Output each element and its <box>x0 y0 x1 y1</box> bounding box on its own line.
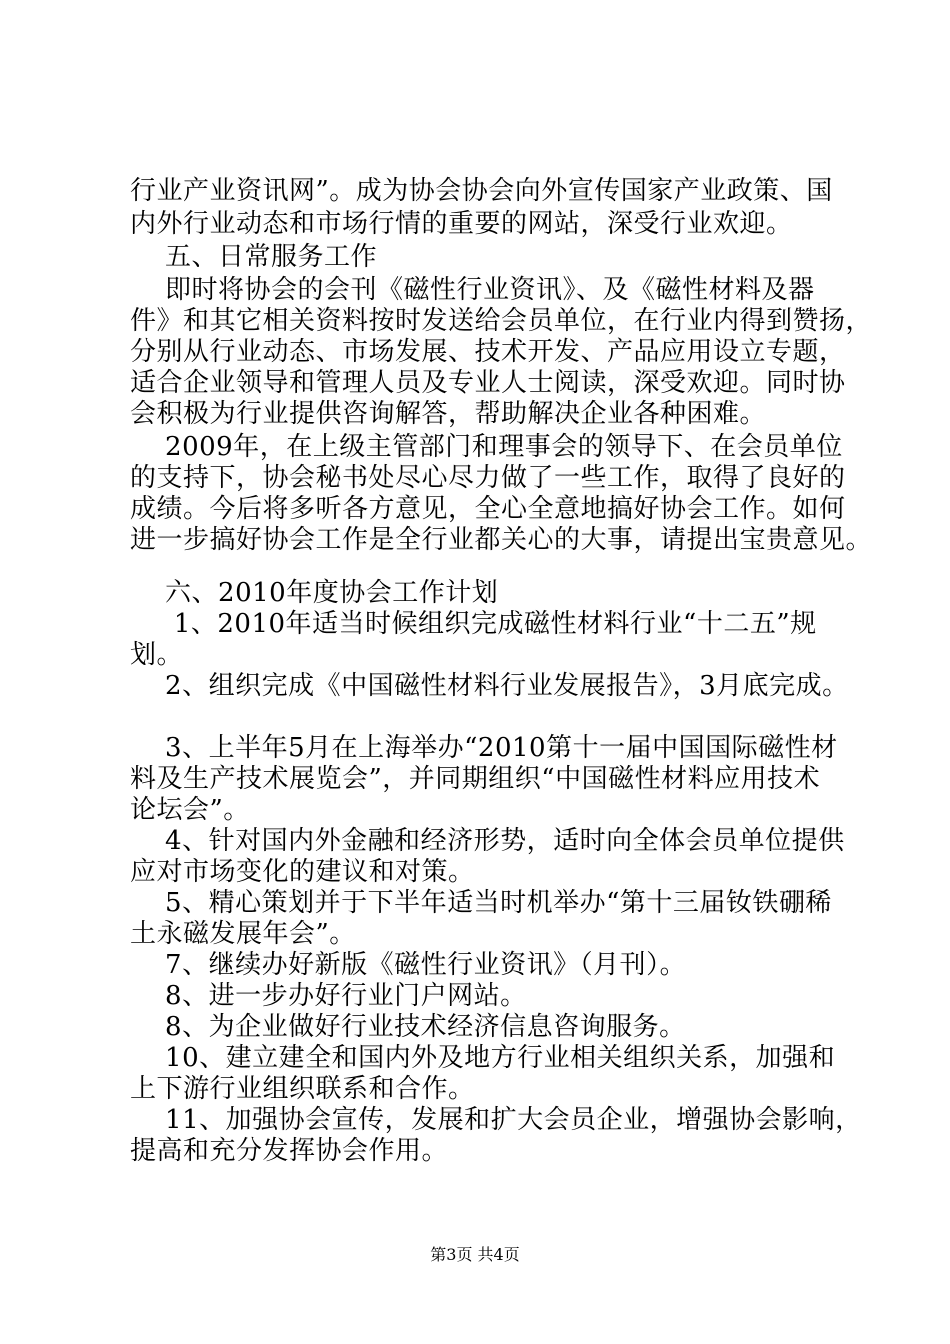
plan-item: 8、进一步办好行业门户网站。 <box>130 981 527 1011</box>
paragraph-line: 即时将协会的会刊《磁性行业资讯》、及《磁性材料及器 <box>130 275 815 305</box>
plan-item: 应对市场变化的建议和对策。 <box>130 857 475 887</box>
paragraph-line: 内外行业动态和市场行情的重要的网站，深受行业欢迎。 <box>130 209 793 239</box>
paragraph-line: 的支持下，协会秘书处尽心尽力做了一些工作，取得了良好的 <box>130 463 846 493</box>
section-heading: 五、日常服务工作 <box>130 242 378 272</box>
plan-item: 划。 <box>130 640 184 670</box>
plan-item: 料及生产技术展览会”，并同期组织“中国磁性材料应用技术 <box>130 764 821 794</box>
plan-item: 7、继续办好新版《磁性行业资讯》（月刊）。 <box>130 950 687 980</box>
paragraph-line: 进一步搞好协会工作是全行业都关心的大事，请提出宝贵意见。 <box>130 525 873 555</box>
page-number: 第3页 共4页 <box>430 1245 520 1264</box>
section-heading: 六、2010年度协会工作计划 <box>130 578 499 608</box>
plan-item: 4、针对国内外金融和经济形势，适时向全体会员单位提供 <box>130 826 845 856</box>
plan-item: 5、精心策划并于下半年适当时机举办“第十三届钕铁硼稀 <box>130 888 832 918</box>
plan-item: 论坛会”。 <box>130 795 250 825</box>
plan-item: 上下游行业组织联系和合作。 <box>130 1074 475 1104</box>
plan-item: 8、为企业做好行业技术经济信息咨询服务。 <box>130 1012 686 1042</box>
plan-item: 土永磁发展年会”。 <box>130 919 356 949</box>
plan-item: 提高和充分发挥协会作用。 <box>130 1136 449 1166</box>
plan-item: 10、建立建全和国内外及地方行业相关组织关系，加强和 <box>130 1043 836 1073</box>
plan-item: 11、加强协会宣传，发展和扩大会员企业，增强协会影响， <box>130 1105 862 1135</box>
plan-item: 2、组织完成《中国磁性材料行业发展报告》，3月底完成。 <box>130 671 849 701</box>
paragraph-line: 件》和其它相关资料按时发送给会员单位，在行业内得到赞扬， <box>130 306 873 336</box>
paragraph-line: 成绩。今后将多听各方意见，全心全意地搞好协会工作。如何 <box>130 494 846 524</box>
paragraph-line: 行业产业资讯网”。成为协会协会向外宣传国家产业政策、国 <box>130 176 833 206</box>
paragraph-line: 2009年，在上级主管部门和理事会的领导下、在会员单位 <box>130 432 843 462</box>
paragraph-line: 分别从行业动态、市场发展、技术开发、产品应用设立专题， <box>130 337 846 367</box>
plan-item: 1、2010年适当时候组织完成磁性材料行业“十二五”规 <box>130 609 817 639</box>
paragraph-line: 会积极为行业提供咨询解答，帮助解决企业各种困难。 <box>130 399 767 429</box>
paragraph-line: 适合企业领导和管理人员及专业人士阅读，深受欢迎。同时协 <box>130 368 846 398</box>
plan-item: 3、上半年5月在上海举办“2010第十一届中国国际磁性材 <box>130 733 838 763</box>
